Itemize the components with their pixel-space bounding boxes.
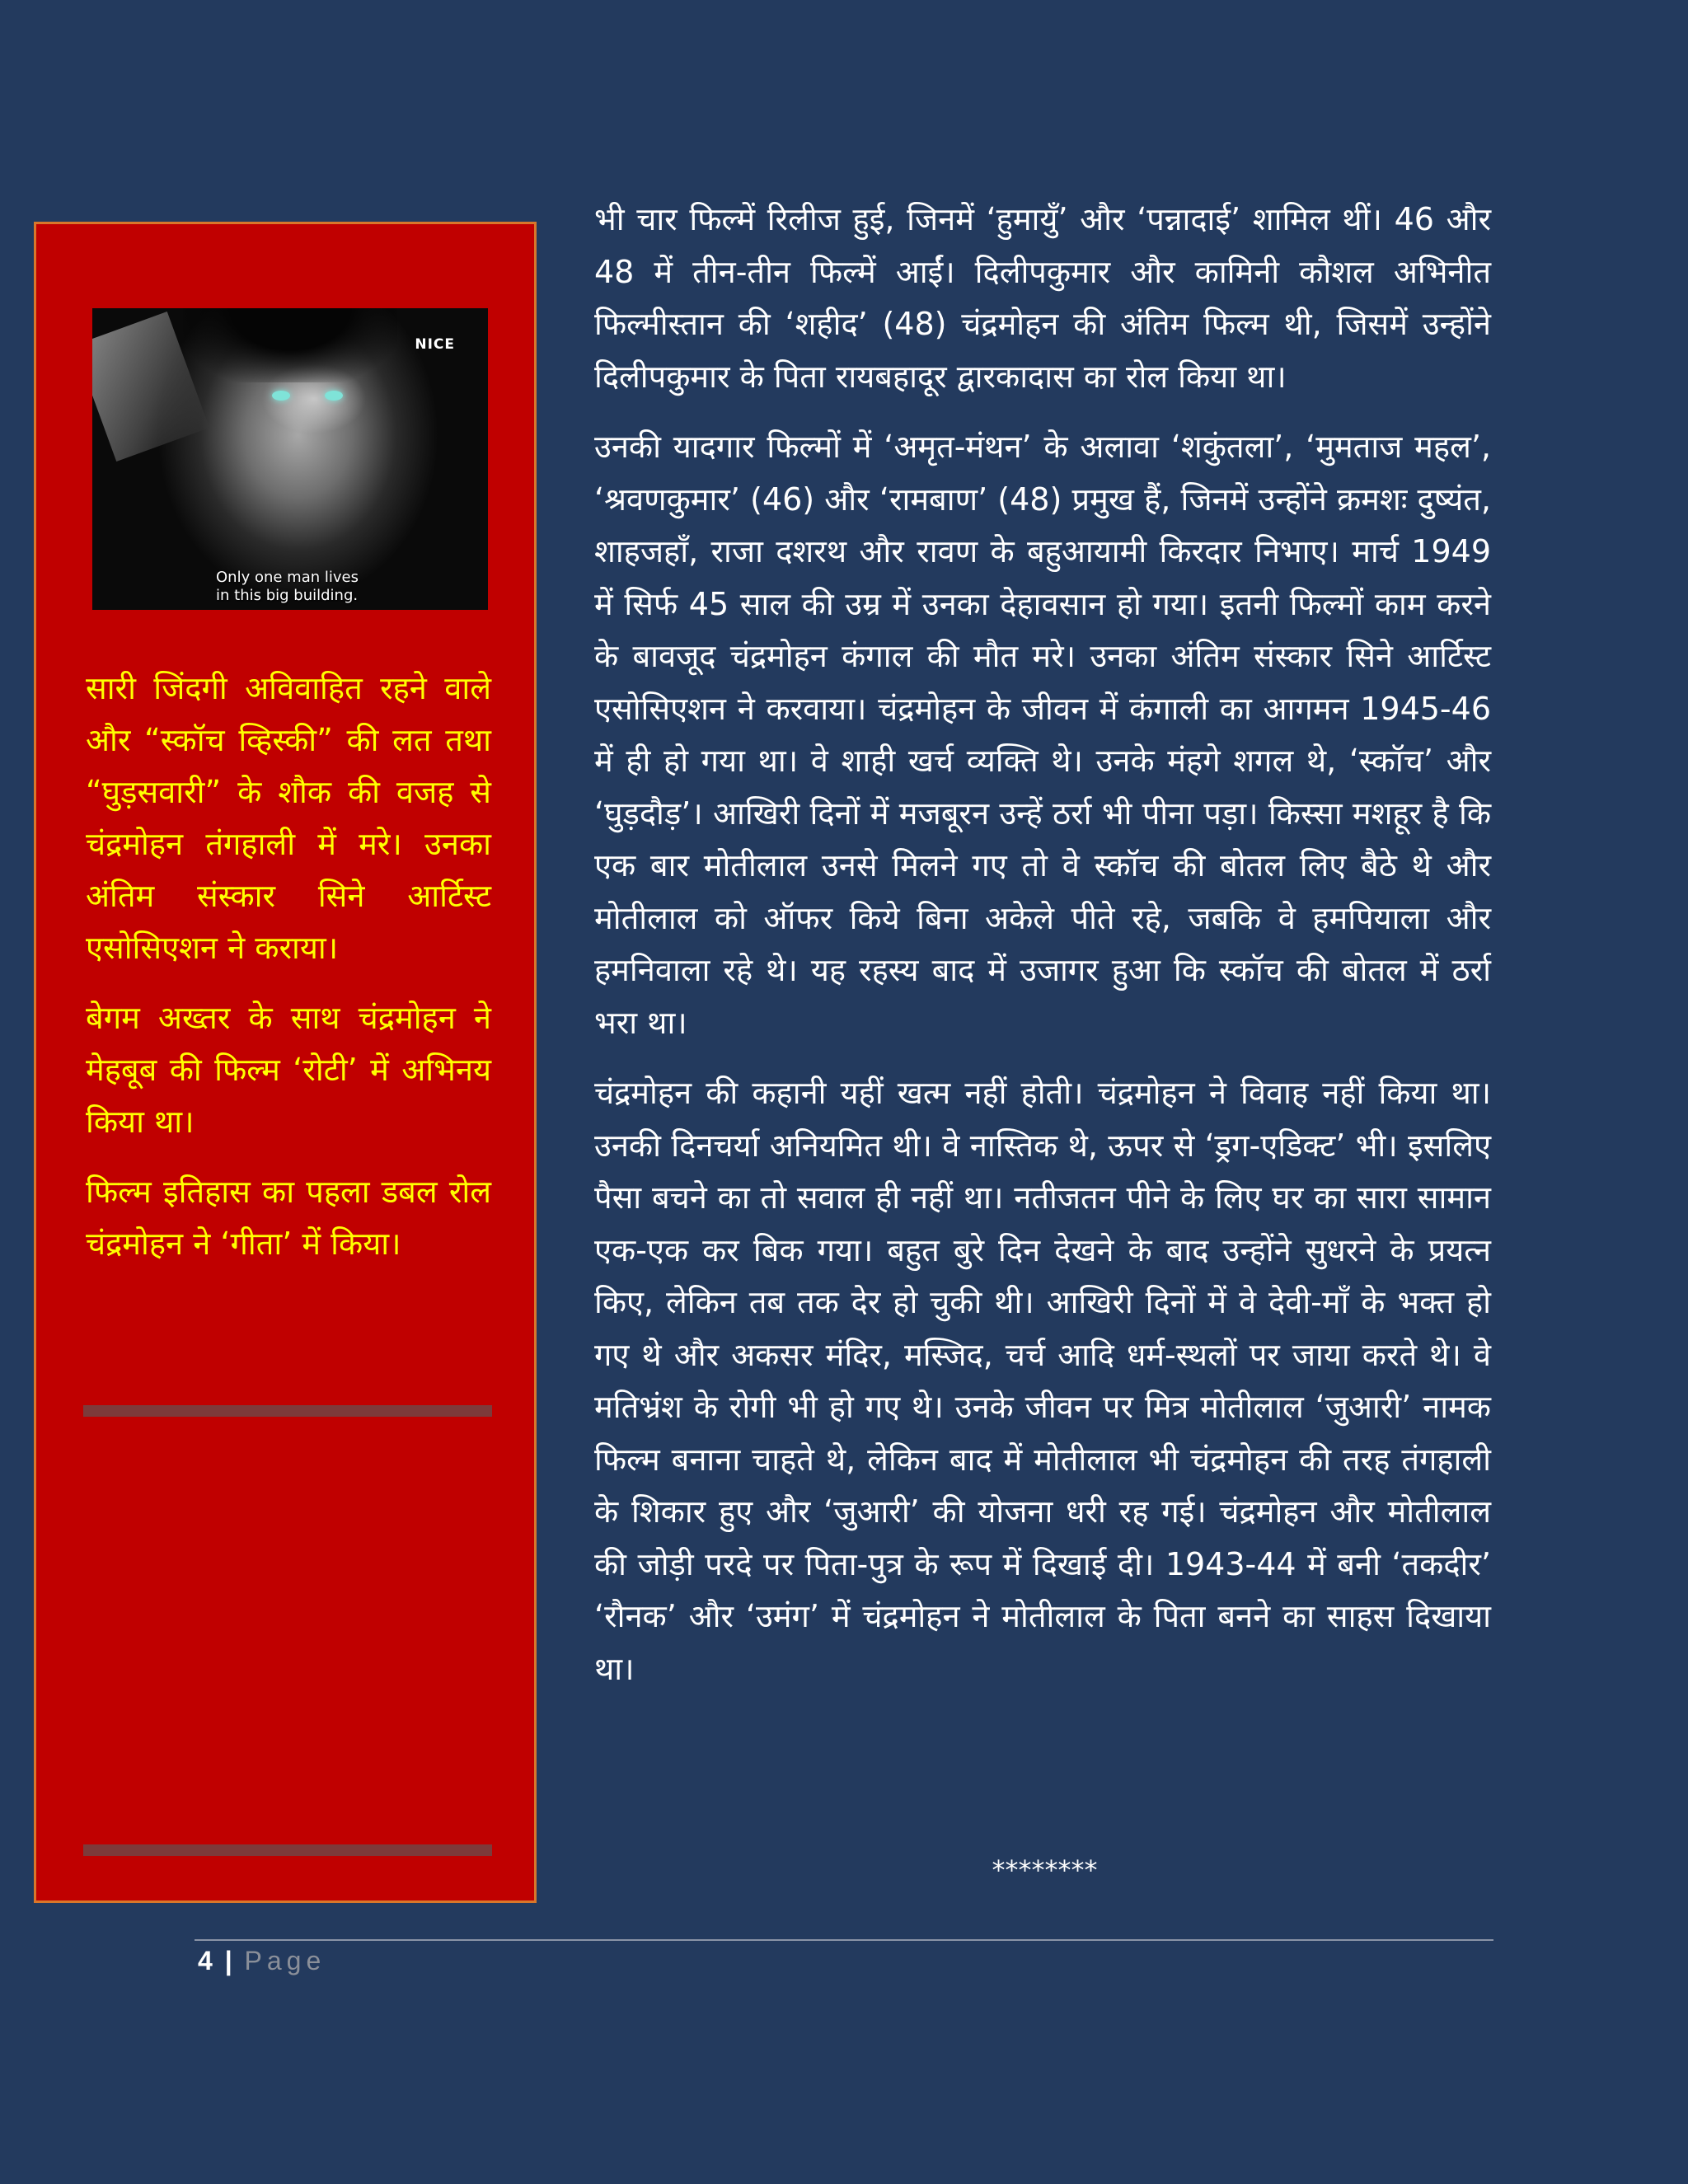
footer-rule bbox=[195, 1939, 1493, 1941]
sidebar-text bbox=[86, 663, 491, 1288]
sidebar-divider-bar bbox=[83, 1405, 492, 1417]
article-paragraph: भी चार फिल्में रिलीज हुई, जिनमें ‘हुमायुँ’ और ‘पन्नादाई’ शामिल थीं। 46 और 48 में तीन-तीन फिल्में आईं। दिलीपकुमार और कामिनी कौशल अभिनीत फिल्मीस्तान की ‘शहीद’ (48) चंद्रमोहन की अंतिम फिल्म थी, जिसमें उन्होंने दिलीपकुमार के पिता रायबहादूर द्वारकादास का रोल किया था। bbox=[594, 201, 1491, 395]
photo-hair-shape bbox=[183, 308, 397, 382]
article-paragraph: चंद्रमोहन की कहानी यहीं खत्म नहीं होती। चंद्रमोहन ने विवाह नहीं किया था। उनकी दिनचर्या अनियमित थी। वे नास्तिक थे, ऊपर से ‘ड्रग-एडिक्ट’ भी। इसलिए पैसा बचने का तो सवाल ही नहीं था। नतीजतन पीने के लिए घर का सारा सामान एक-एक कर बिक गया। बहुत बुरे दिन देखने के बाद उन्होंने सुधरने के प्रयत्न किए, लेकिन तब तक देर हो चुकी थी। आखिरी दिनों में वे देवी-माँ के भक्त हो गए थे और अकसर मंदिर, मस्जिद, चर्च आदि धर्म-स्थलों पर जाया करते थे। वे मतिभ्रंश के रोगी भी हो गए थे। उनके जीवन पर मित्र मोतीलाल ‘जुआरी’ नामक फिल्म बनाना चाहते थे, लेकिन बाद में मोतीलाल भी चंद्रमोहन की तरह तंगहाली के शिकार हुए और ‘जुआरी’ की योजना धरी रह गई। चंद्रमोहन और मोतीलाल की जोड़ी परदे पर पिता-पुत्र के रूप में दिखाई दी। 1943-44 में बनी ‘तकदीर’ ‘रौनक’ और ‘उमंग’ में चंद्रमोहन ने मोतीलाल के पिता बनने का साहस दिखाया था। bbox=[594, 1075, 1491, 1687]
sidebar-box bbox=[34, 222, 537, 1903]
sidebar-divider-bar bbox=[83, 1844, 492, 1856]
page-label: Page bbox=[244, 1946, 326, 1975]
footer-divider: | bbox=[224, 1946, 232, 1975]
sidebar-paragraph: सारी जिंदगी अविवाहित रहने वाले और “स्कॉच व्हिस्की” की लत तथा “घुड़सवारी” के शौक की वजह से चंद्रमोहन तंगहाली में मरे। उनका अंतिम संस्कार सिने आर्टिस्ट एसोसिएशन ने कराया। bbox=[86, 670, 491, 966]
article-body bbox=[594, 194, 1491, 1713]
sidebar-paragraph: बेगम अख्तर के साथ चंद्रमोहन ने मेहबूब की फिल्म ‘रोटी’ में अभिनय किया था। bbox=[86, 1000, 491, 1140]
photo-caption bbox=[216, 569, 480, 605]
page-footer bbox=[198, 1946, 326, 1976]
sidebar-paragraph: फिल्म इतिहास का पहला डबल रोल चंद्रमोहन ने ‘गीता’ में किया। bbox=[86, 1174, 491, 1262]
article-paragraph: उनकी यादगार फिल्मों में ‘अमृत-मंथन’ के अलावा ‘शकुंतला’, ‘मुमताज महल’, ‘श्रवणकुमार’ (46) और ‘रामबाण’ (48) प्रमुख हैं, जिनमें उन्होंने क्रमशः दुष्यंत, शाहजहाँ, राजा दशरथ और रावण के बहुआयामी किरदार निभाए। मार्च 1949 में सिर्फ 45 साल की उम्र में उनका देहावसान हो गया। इतनी फिल्मों काम करने के बावजूद चंद्रमोहन कंगाल की मौत मरे। उनका अंतिम संस्कार सिने आर्टिस्ट एसोसिएशन ने करवाया। चंद्रमोहन के जीवन में कंगाली का आगमन 1945-46 में ही हो गया था। वे शाही खर्च व्यक्ति थे। उनके मंहगे शगल थे, ‘स्कॉच’ और ‘घुड़दौड़’। आखिरी दिनों में मजबूरन उन्हें ठर्रा भी पीना पड़ा। किस्सा मशहूर है कि एक बार मोतीलाल उनसे मिलने गए तो वे स्कॉच की बोतल लिए बैठे थे और मोतीलाल को ऑफर किये बिना अकेले पीते रहे, जबकि वे हमपियाला और हमनिवाला रहे थे। यह रहस्य बाद में उजागर हुआ कि स्कॉच की बोतल में ठर्रा भरा था। bbox=[594, 429, 1491, 1041]
channel-logo: NICE bbox=[415, 336, 455, 353]
photo-eye-right bbox=[325, 391, 343, 401]
photo-caption-line-2: in this big building. bbox=[216, 587, 359, 604]
film-still-image bbox=[92, 308, 488, 610]
section-separator: ******** bbox=[992, 1854, 1098, 1886]
page-number: 4 bbox=[198, 1946, 213, 1975]
photo-eye-left bbox=[272, 391, 290, 401]
photo-caption-line-1: Only one man lives bbox=[216, 569, 359, 586]
